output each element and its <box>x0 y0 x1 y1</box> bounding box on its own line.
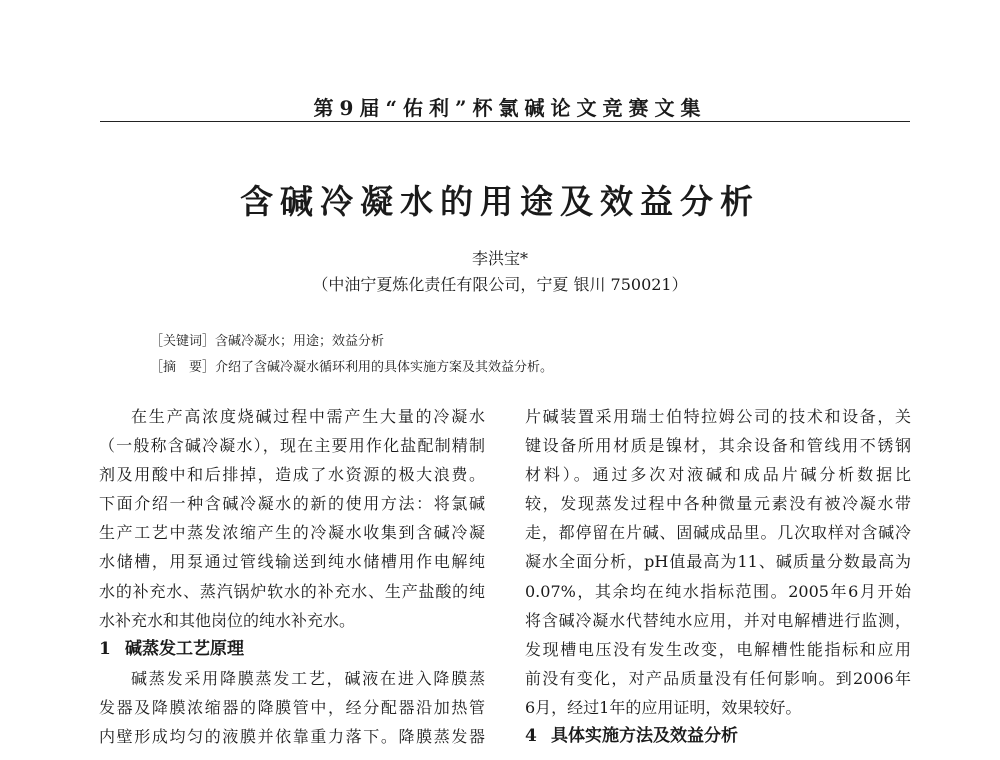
right-column <box>525 402 911 751</box>
section-heading-1 <box>99 635 485 664</box>
keywords: ［关键词］含碱冷凝水；用途；效益分析 <box>150 334 385 349</box>
body-line: 片碱装置采用瑞士伯特拉姆公司的技术和设备，关 <box>525 407 911 426</box>
body-line: 6月，经过1年的应用证明，效果较好。 <box>525 697 802 717</box>
paper-title: 含碱冷凝水的用途及效益分析 <box>240 182 760 221</box>
body-line: 生产工艺中蒸发浓缩产生的冷凝水收集到含碱冷凝 <box>99 523 485 543</box>
body-line: 键设备所用材质是镍材，其余设备和管线用不锈钢 <box>525 436 911 456</box>
section-title: 碱蒸发工艺原理 <box>125 638 244 659</box>
section-number: 1 <box>99 638 111 659</box>
abstract: ［摘 要］介绍了含碱冷凝水循环利用的具体实施方案及其效益分析。 <box>150 360 554 375</box>
body-line: 剂及用酸中和后排掉，造成了水资源的极大浪费。 <box>99 465 485 485</box>
body-line: （一般称含碱冷凝水），现在主要用作化盐配制精制 <box>99 436 485 456</box>
body-line: 将含碱冷凝水代替纯水应用，并对电解槽进行监测， <box>525 610 911 630</box>
body-line: 走，都停留在片碱、固碱成品里。几次取样对含碱冷 <box>525 523 911 543</box>
body-line: 下面介绍一种含碱冷凝水的新的使用方法：将氯碱 <box>99 494 485 514</box>
body-line: 内壁形成均匀的液膜并依靠重力落下。降膜蒸发器 <box>99 727 485 747</box>
author-name: 李洪宝* <box>471 249 528 268</box>
left-column <box>99 402 485 751</box>
section-heading-4 <box>525 722 911 751</box>
body-line: 水储槽，用泵通过管线输送到纯水储槽用作电解纯 <box>99 552 485 572</box>
body-line: 材料）。通过多次对液碱和成品片碱分析数据比 <box>525 465 911 485</box>
body-line: 发现槽电压没有发生改变，电解槽性能指标和应用 <box>525 639 911 659</box>
header-rule <box>100 121 910 122</box>
body-line: 0.07%，其余均在纯水指标范围。2005年6月开始 <box>525 581 911 601</box>
body-line: 凝水全面分析，pH值最高为11、碱质量分数最高为 <box>525 552 911 572</box>
body-line: 前没有变化，对产品质量没有任何影响。到2006年 <box>525 668 911 688</box>
body-line: 水补充水和其他岗位的纯水补充水。 <box>99 610 356 630</box>
body-line: 发器及降膜浓缩器的降膜管中，经分配器沿加热管 <box>99 697 485 717</box>
author-affiliation: （中油宁夏炼化责任有限公司，宁夏 银川 750021） <box>312 275 688 294</box>
body-line: 碱蒸发采用降膜蒸发工艺，碱液在进入降膜蒸 <box>131 668 485 688</box>
body-line: 较，发现蒸发过程中各种微量元素没有被冷凝水带 <box>525 494 911 514</box>
running-header: 第9届“佑利”杯氯碱论文竞赛文集 <box>313 96 707 120</box>
section-title: 具体实施方法及效益分析 <box>551 726 738 747</box>
body-line: 水的补充水、蒸汽锅炉软水的补充水、生产盐酸的纯 <box>99 581 485 601</box>
body-line: 在生产高浓度烧碱过程中需产生大量的冷凝水 <box>131 407 485 426</box>
section-number: 4 <box>525 726 537 747</box>
